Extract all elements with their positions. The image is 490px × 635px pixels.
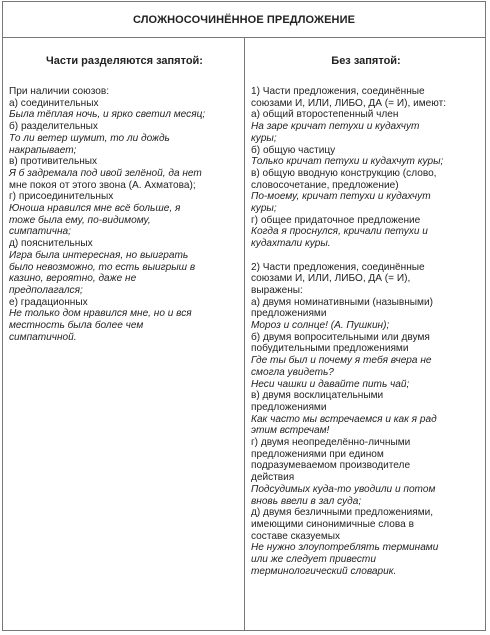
rule-text-line: а) двумя номинативными (назывными)	[251, 296, 433, 308]
example-sentence-line: Когда я проснулся, кричали петухи и	[251, 226, 428, 238]
rule-text-line: а) соединительных	[9, 97, 99, 109]
rule-text-line: д) пояснительных	[9, 238, 93, 250]
rule-text-line: б) общую частицу	[251, 144, 336, 156]
rule-text-line: а) общий второстепенный член	[251, 109, 399, 121]
example-sentence-line: Я б задремала под ивой зелёной, да нет	[9, 167, 202, 179]
rule-text-line: предложениями	[251, 401, 327, 413]
rule-text-line: г) двумя неопределённо-личными	[251, 437, 411, 449]
example-sentence-line: или же следует привести	[251, 554, 376, 566]
example-sentence-line: Была тёплая ночь, и ярко светил месяц;	[9, 109, 206, 121]
paragraph-gap	[251, 250, 481, 262]
example-sentence-line: Мороз и солнце! (А. Пушкин);	[251, 320, 390, 332]
rule-text-line: 1) Части предложения, соединённые	[251, 86, 425, 97]
rule-text-line: выражены:	[251, 284, 303, 296]
rule-text-line: б) двумя вопросительными или двумя	[251, 331, 430, 343]
example-sentence-line: Не нужно злоупотреблять терминами	[251, 542, 439, 554]
example-sentence-line: кудахтали куры.	[251, 238, 331, 250]
rule-text-line: подразумеваемом производителе	[251, 460, 411, 472]
rule-text-line: б) разделительных	[9, 121, 98, 133]
rule-text-line: г) присоединительных	[9, 191, 114, 203]
example-sentence-line: Только кричат петухи и кудахчут куры;	[251, 156, 444, 168]
example-sentence-line: терминологический словарик.	[251, 565, 397, 577]
rule-text-line: в) противительных	[9, 156, 98, 168]
example-sentence-line: Юноша нравился мне всё больше, я	[9, 203, 181, 215]
rule-text-line: мне покоя от этого звона (А. Ахматова);	[9, 179, 196, 191]
left-column	[3, 38, 245, 631]
rule-text-line: предложениями при едином	[251, 448, 384, 460]
example-sentence-line: Где ты был и почему я тебя вчера не	[251, 355, 432, 367]
left-column-heading: Части разделяются запятой:	[46, 55, 203, 67]
rule-text-line: е) градационных	[9, 296, 88, 308]
table-title: СЛОЖНОСОЧИНЁННОЕ ПРЕДЛОЖЕНИЕ	[132, 13, 356, 26]
rule-text-line: составе сказуемых	[251, 530, 341, 542]
rule-text-line: в) общую вводную конструкцию (слово,	[251, 167, 437, 179]
rule-text-line: союзами И, ИЛИ, ЛИБО, ДА (= И),	[251, 273, 411, 285]
table-body	[3, 38, 485, 631]
table-title-row	[3, 2, 485, 38]
rule-text-line: д) двумя безличными предложениями,	[251, 507, 434, 519]
example-sentence-line: симпатична;	[9, 226, 71, 238]
rule-text-line: действия	[251, 472, 295, 484]
rule-text-line: предложениями	[251, 308, 327, 320]
rule-text-line: словосочетание, предложение)	[251, 179, 399, 191]
example-sentence-line: По-моему, кричат петухи и кудахчут	[251, 191, 431, 203]
example-sentence-line: предполагался;	[9, 284, 83, 296]
rule-text-line: в) двумя восклицательными	[251, 390, 384, 402]
example-sentence-line: куры;	[251, 132, 277, 144]
example-sentence-line: было невозможно, то есть выигрыш в	[9, 261, 196, 273]
left-column-text	[9, 86, 240, 343]
right-column-heading: Без запятой:	[331, 55, 401, 67]
rule-text-line: имеющими синонимичные слова в	[251, 519, 414, 530]
example-sentence-line: накрапывает;	[9, 144, 77, 156]
example-sentence-line: На заре кричат петухи и кудахчут	[251, 121, 420, 133]
rule-text-line: При наличии союзов:	[9, 86, 110, 97]
rule-text-line: г) общее придаточное предложение	[251, 214, 421, 226]
right-column-text	[251, 86, 481, 578]
example-sentence-line: Игра была интересная, но выиграть	[9, 249, 189, 261]
example-sentence-line: Как часто мы встречаемся и как я рад	[251, 413, 437, 425]
right-column	[245, 38, 485, 631]
rule-text-line: побудительными предложениями	[251, 343, 409, 355]
example-sentence-line: смогла увидеть?	[251, 366, 334, 378]
example-sentence-line: Неси чашки и давайте пить чай;	[251, 378, 410, 390]
example-sentence-line: Подсудимых куда-то уводили и потом	[251, 483, 436, 495]
example-sentence-line: Не только дом нравился мне, но и вся	[9, 308, 192, 320]
example-sentence-line: местность была более чем	[9, 320, 144, 332]
rule-text-line: союзами И, ИЛИ, ЛИБО, ДА (= И), имеют:	[251, 97, 447, 109]
example-sentence-line: куры;	[251, 203, 277, 215]
rules-table	[2, 1, 486, 631]
example-sentence-line: симпатичной.	[9, 331, 77, 343]
example-sentence-line: этим встречам!	[251, 425, 330, 437]
example-sentence-line: тоже была ему, по-видимому,	[9, 214, 151, 226]
example-sentence-line: казино, вероятно, даже не	[9, 273, 137, 285]
example-sentence-line: вновь ввели в зал суда;	[251, 495, 362, 507]
example-sentence-line: То ли ветер шумит, то ли дождь	[9, 132, 170, 144]
rule-text-line: 2) Части предложения, соединённые	[251, 261, 425, 273]
